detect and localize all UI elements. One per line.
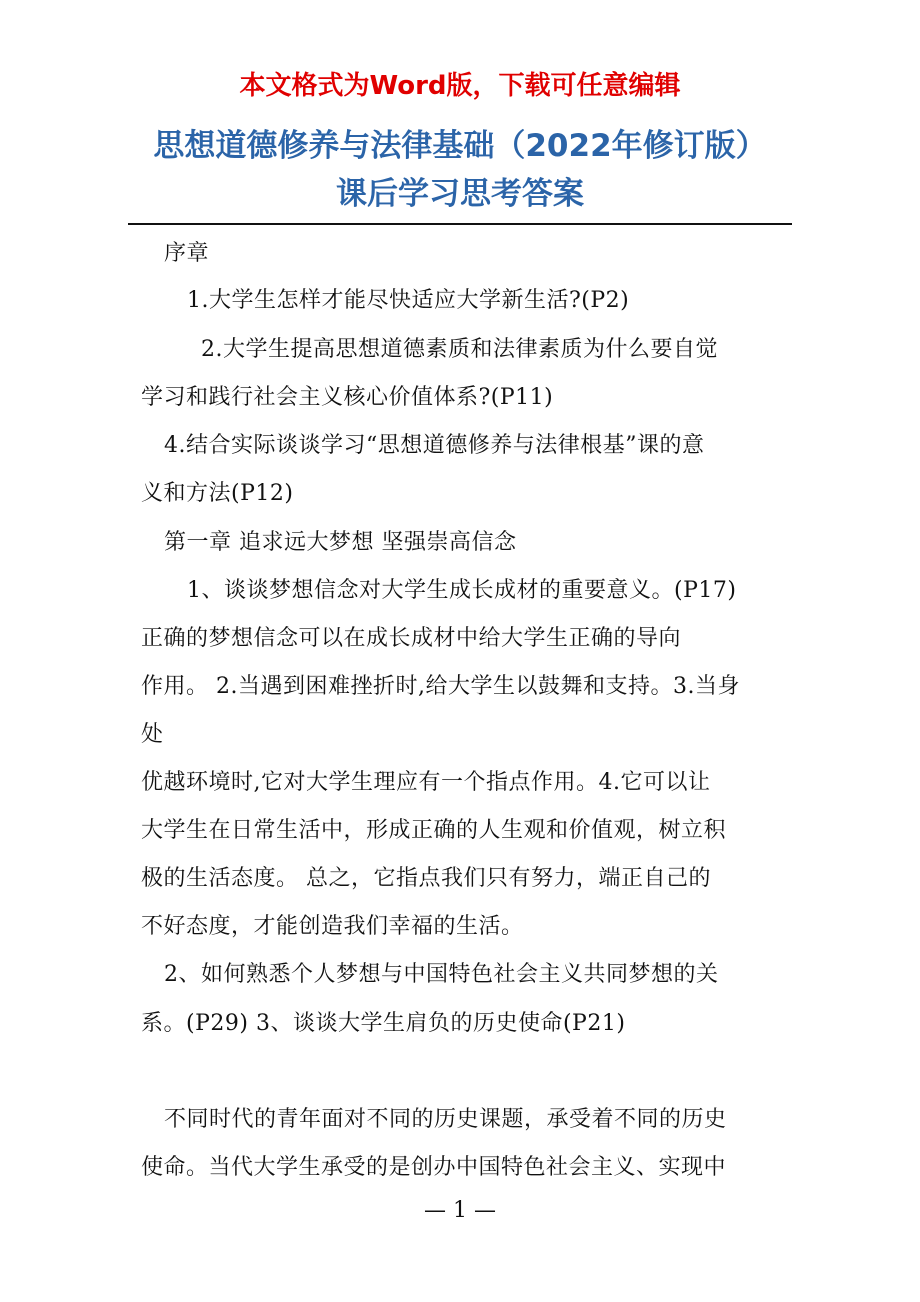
- answer-line: 极的生活态度。 总之，它指点我们只有努力，端正自己的: [141, 866, 711, 891]
- question-line: 1、谈谈梦想信念对大学生成长成材的重要意义。(P17): [187, 578, 737, 603]
- answer-line: 不同时代的青年面对不同的历史课题，承受着不同的历史: [164, 1107, 727, 1132]
- question-line: 系。(P29) 3、谈谈大学生肩负的历史使命(P21): [141, 1011, 626, 1036]
- document-subtitle: 课后学习思考答案: [336, 176, 584, 212]
- question-line: 2.大学生提高思想道德素质和法律素质为什么要自觉: [201, 337, 718, 362]
- answer-line: 作用。 2.当遇到困难挫折时,给大学生以鼓舞和支持。3.当身: [141, 674, 740, 699]
- section-heading-chapter-1: 第一章 追求远大梦想 坚强崇高信念: [164, 530, 517, 555]
- question-line: 学习和践行社会主义核心价值体系?(P11): [141, 385, 554, 410]
- header-divider: [128, 223, 792, 225]
- answer-line: 使命。当代大学生承受的是创办中国特色社会主义、实现中: [141, 1155, 727, 1180]
- section-heading-preface: 序章: [164, 241, 210, 266]
- question-line: 4.结合实际谈谈学习“思想道德修养与法律根基”课的意: [164, 433, 705, 458]
- answer-line: 优越环境时,它对大学生理应有一个指点作用。4.它可以让: [141, 770, 711, 795]
- page-number: — 1 —: [424, 1198, 496, 1223]
- answer-line: 正确的梦想信念可以在成长成材中给大学生正确的导向: [141, 626, 682, 651]
- answer-line: 处: [141, 722, 164, 747]
- answer-line: 不好态度，才能创造我们幸福的生活。: [141, 914, 524, 939]
- question-line: 1.大学生怎样才能尽快适应大学新生活?(P2): [187, 288, 630, 313]
- question-line: 义和方法(P12): [141, 481, 294, 506]
- document-title: 思想道德修养与法律基础（2022年修订版）: [153, 128, 767, 164]
- question-line: 2、如何熟悉个人梦想与中国特色社会主义共同梦想的关: [164, 962, 719, 987]
- format-notice: 本文格式为Word版，下载可任意编辑: [239, 71, 681, 101]
- answer-line: 大学生在日常生活中，形成正确的人生观和价值观，树立积: [141, 818, 727, 843]
